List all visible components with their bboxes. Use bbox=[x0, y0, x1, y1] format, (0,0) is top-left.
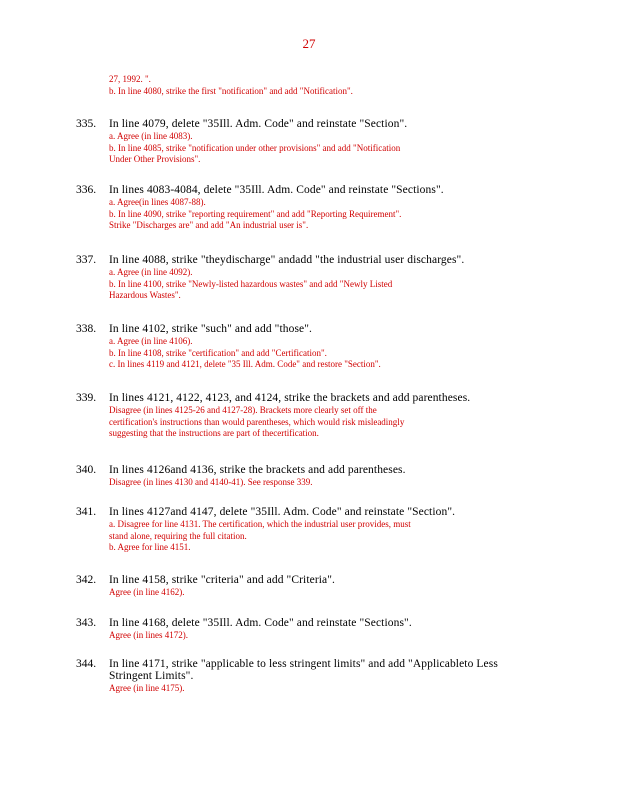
response-text bbox=[109, 587, 539, 599]
comment-text bbox=[109, 323, 539, 335]
response-text bbox=[109, 197, 539, 232]
comment-text-line: In line 4171, strike "applicable to less stringent limits" and add "Applicableto Less bbox=[109, 658, 498, 670]
response-line: a. Agree (in line 4083). bbox=[109, 131, 193, 141]
response-line: b. In line 4108, strike "certification" and add "Certification". bbox=[109, 347, 327, 358]
carryover-line-2: b. In line 4080, strike the first "notification" and add "Notification". bbox=[109, 86, 353, 96]
comment-number: 342. bbox=[76, 574, 97, 586]
response-line: Hazardous Wastes". bbox=[109, 290, 181, 301]
comment-text-line: In line 4158, strike "criteria" and add "Criteria". bbox=[109, 574, 336, 586]
comment-text bbox=[109, 118, 539, 130]
response-line: Agree (in line 4175). bbox=[109, 683, 185, 693]
comment-text bbox=[109, 658, 539, 682]
response-line: certification's instructions than would parentheses, which would risk misleadingly bbox=[109, 416, 405, 427]
response-line: c. In lines 4119 and 4121, delete "35 Ill. Adm. Code" and restore "Section". bbox=[109, 359, 381, 370]
comment-text-line: In lines 4126and 4136, strike the brackets and add parentheses. bbox=[109, 464, 406, 476]
response-line: a. Agree(in lines 4087-88). bbox=[109, 197, 206, 207]
response-line: b. In line 4100, strike "Newly-listed hazardous wastes" and add "Newly Listed bbox=[109, 278, 393, 289]
comment-text-line: In line 4102, strike "such" and add "those". bbox=[109, 323, 312, 335]
response-text bbox=[109, 336, 539, 371]
comment-text-line: In lines 4121, 4122, 4123, and 4124, strike the brackets and add parentheses. bbox=[109, 392, 471, 404]
comment-number: 339. bbox=[76, 392, 97, 404]
response-line: Agree (in line 4162). bbox=[109, 587, 185, 597]
page-number: 27 bbox=[302, 36, 316, 51]
response-line: a. Disagree for line 4131. The certification, which the industrial user provides, must bbox=[109, 519, 411, 529]
response-line: Disagree (in lines 4125-26 and 4127-28). Brackets more clearly set off the bbox=[109, 405, 377, 415]
response-line: b. In line 4085, strike "notification under other provisions" and add "Notification bbox=[109, 142, 401, 153]
comment-number: 336. bbox=[76, 184, 97, 196]
comment-text bbox=[109, 617, 539, 629]
comment-text-line: In line 4079, delete "35Ill. Adm. Code" and reinstate "Section". bbox=[109, 118, 408, 130]
comment-number: 341. bbox=[76, 506, 97, 518]
response-line: Under Other Provisions". bbox=[109, 154, 201, 165]
comment-text-line: In lines 4127and 4147, delete "35Ill. Adm. Code" and reinstate "Section". bbox=[109, 506, 456, 518]
comment-number: 343. bbox=[76, 617, 97, 629]
comment-number: 340. bbox=[76, 464, 97, 476]
comment-text-line: In line 4168, delete "35Ill. Adm. Code" and reinstate "Sections". bbox=[109, 617, 412, 629]
response-text bbox=[109, 267, 539, 302]
response-text bbox=[109, 131, 539, 166]
comment-number: 338. bbox=[76, 323, 97, 335]
response-text bbox=[109, 630, 539, 642]
comment-text bbox=[109, 574, 539, 586]
comment-text bbox=[109, 254, 539, 266]
response-line: Disagree (in lines 4130 and 4140-41). See response 339. bbox=[109, 477, 313, 487]
response-line: a. Agree (in line 4106). bbox=[109, 336, 193, 346]
comment-text-line: Stringent Limits". bbox=[109, 670, 194, 682]
response-line: stand alone, requiring the full citation. bbox=[109, 530, 247, 541]
response-text bbox=[109, 477, 539, 489]
comment-number: 337. bbox=[76, 254, 97, 266]
response-text bbox=[109, 405, 539, 440]
response-line: b. In line 4090, strike "reporting requirement" and add "Reporting Requirement". bbox=[109, 208, 402, 219]
comment-text-line: In lines 4083-4084, delete "35Ill. Adm. Code" and reinstate "Sections". bbox=[109, 184, 444, 196]
comment-text bbox=[109, 392, 539, 404]
response-text bbox=[109, 519, 539, 554]
comment-number: 335. bbox=[76, 118, 97, 130]
response-text bbox=[109, 683, 539, 695]
comment-text-line: In line 4088, strike "theydischarge" andadd "the industrial user discharges". bbox=[109, 254, 465, 266]
comment-text bbox=[109, 184, 539, 196]
response-line: a. Agree (in line 4092). bbox=[109, 267, 193, 277]
response-line: suggesting that the instructions are part of thecertification. bbox=[109, 428, 319, 439]
comment-text bbox=[109, 464, 539, 476]
comment-text bbox=[109, 506, 539, 518]
carryover-line-1: 27, 1992. ". bbox=[109, 74, 151, 84]
response-line: b. Agree for line 4151. bbox=[109, 542, 191, 553]
comment-number: 344. bbox=[76, 658, 97, 670]
response-line: Agree (in lines 4172). bbox=[109, 630, 188, 640]
response-line: Strike "Discharges are" and add "An industrial user is". bbox=[109, 220, 309, 231]
